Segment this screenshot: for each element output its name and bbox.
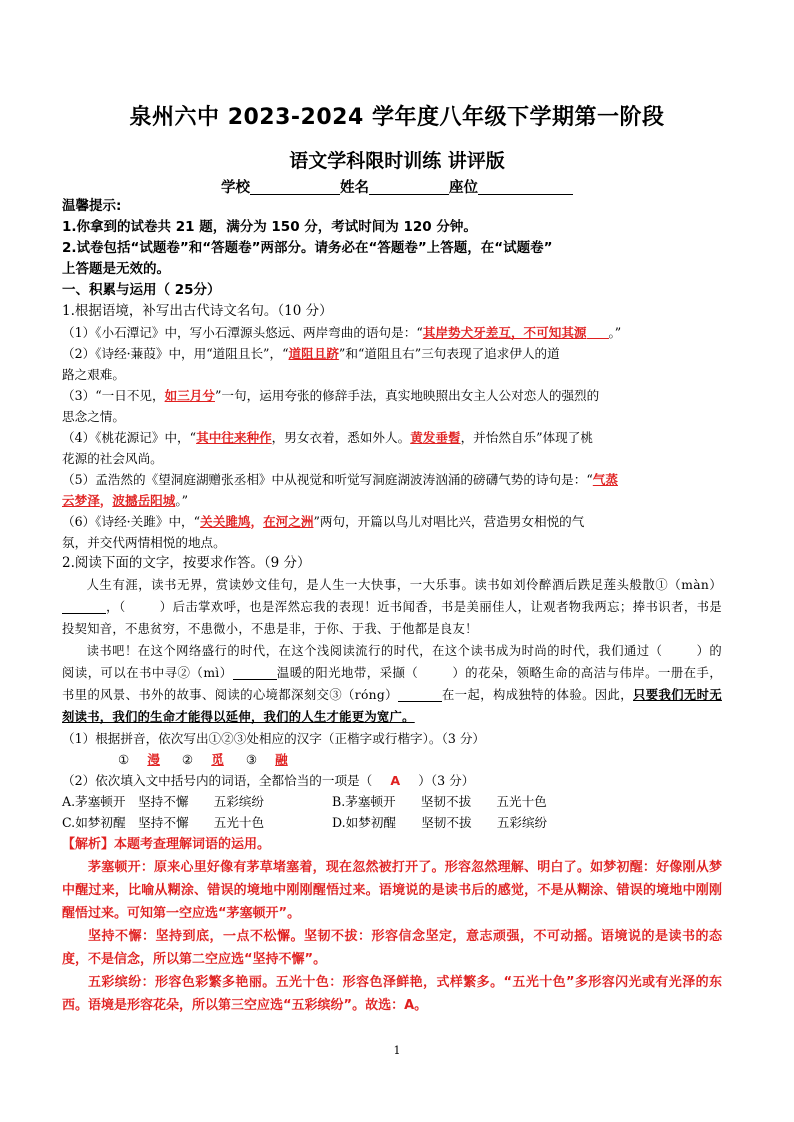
q1-item-6-answer-2: 在河之洲 bbox=[263, 514, 314, 529]
q1-item-6-answer-1: 关关雎鸠 bbox=[200, 514, 251, 529]
q1-item-3 bbox=[62, 385, 722, 427]
passage-2-text-d: ）的花朵，领略生命的高洁与伟岸。一册在手，书里的风景、书外的故事、阅读的心境都深刻交③（róng） bbox=[62, 666, 722, 702]
name-blank bbox=[369, 179, 449, 195]
q1-item-4-text: （4）《桃花源记》中，“ bbox=[62, 430, 197, 445]
q1-item-4-text-c: ，并怡然自乐”体现了桃 bbox=[460, 430, 593, 445]
q1-item-1-text: （1）《小石潭记》中，写小石潭源头悠远、两岸弯曲的语句是：“ bbox=[62, 325, 423, 340]
exam-subtitle: 语文学科限时训练 讲评版 bbox=[289, 150, 505, 172]
q2-sub-2-answer: A bbox=[390, 773, 401, 788]
passage-1-text-c: ）后击掌欢呼，也是浑然忘我的表现！近书闻香，书是美丽佳人，让观者物我两忘；捧书识者，书是投契知音，不患贫穷，不患微小，不患是非，于你、于我、于他都是良友！ bbox=[62, 600, 723, 636]
q1-item-5-answer-1b: 云梦泽 bbox=[62, 493, 100, 508]
passage-2-text-c: 温暖的阳光地带，采撷（ bbox=[276, 666, 419, 680]
q1-item-4 bbox=[62, 427, 722, 469]
school-blank bbox=[250, 179, 340, 195]
passage-2-text-e: 在一起，构成独特的体验。因此， bbox=[441, 688, 633, 702]
page-number: 1 bbox=[393, 1044, 401, 1057]
answer-num-3: ③ bbox=[245, 752, 258, 767]
q2-options bbox=[62, 791, 722, 833]
q1-item-6-text: （6）《诗经·关雎》中，“ bbox=[62, 514, 201, 529]
answer-num-1: ① bbox=[118, 752, 130, 767]
passage-paragraph-2 bbox=[62, 640, 722, 728]
analysis-intro bbox=[62, 833, 722, 856]
exam-title: 泉州六中 2023-2024 学年度八年级下学期第一阶段 bbox=[129, 105, 665, 130]
seat-blank bbox=[478, 179, 573, 195]
q1-item-3-text-c: 思念之情。 bbox=[62, 409, 125, 424]
answer-char-2: 觅 bbox=[211, 752, 224, 767]
q1-item-3-text-b: ”一句，运用夸张的修辞手法，真实地映照出女主人公对恋人的强烈的 bbox=[214, 388, 600, 403]
passage-2-text-a: 读书吧！在这个网络盛行的时代，在这个浅阅读流行的时代，在这个读书成为时尚的时代，我们通过（ bbox=[86, 644, 663, 658]
passage-bold-sentence: 只要我们无时无刻读书，我们的生命才能得以延伸，我们的人生才能更为宽广。 bbox=[62, 688, 722, 724]
option-a: A.茅塞顿开 坚持不懈 五彩缤纷 bbox=[62, 794, 265, 809]
q1-item-4-answer-1: 其中往来种作 bbox=[196, 430, 272, 445]
answer-num-2: ② bbox=[181, 752, 194, 767]
q1-item-2-answer: 道阻且跻 bbox=[288, 346, 339, 361]
q1-item-5-answer-1a: 气蒸 bbox=[592, 472, 618, 487]
q1-item-2 bbox=[62, 343, 722, 385]
q1-item-1-end: 。” bbox=[608, 325, 622, 340]
question-2-stem: 2.阅读下面的文字，按要求作答。（9 分） bbox=[62, 555, 311, 571]
q1-item-4-text-d: 花源的社会风尚。 bbox=[62, 451, 163, 466]
passage-2-text-b: ）的阅读，可以在书中寻②（mì） bbox=[62, 644, 722, 680]
q1-item-2-text-c: 路之艰难。 bbox=[62, 367, 125, 382]
tips-line-3: 上答题是无效的。 bbox=[62, 261, 170, 277]
option-d: D.如梦初醒 坚韧不拔 五彩缤纷 bbox=[332, 815, 548, 830]
tips-line-2: 2.试卷包括“试题卷”和“答题卷”两部分。请务必在“答题卷”上答题，在“试题卷” bbox=[62, 240, 553, 256]
q1-item-3-answer: 如三月兮 bbox=[164, 388, 215, 403]
q1-item-6-separator: ， bbox=[250, 514, 264, 529]
school-label: 学校 bbox=[221, 180, 250, 196]
analysis-paragraph-1: 茅塞顿开：原来心里好像有茅草堵塞着，现在忽然被打开了。形容忽然理解、明白了。如梦初醒：好像刚从梦中醒过来，比喻从糊涂、错误的境地中刚刚醒悟过来。语境说的是读书后的感觉，不是从糊涂、错误的境地中刚刚醒悟过来。可知第一空应选“茅塞顿开”。 bbox=[62, 860, 722, 921]
answer-underline bbox=[587, 325, 609, 339]
q1-item-4-answer-2: 黄发垂髫 bbox=[410, 430, 461, 445]
tips-heading: 温馨提示: bbox=[62, 198, 122, 214]
document-body bbox=[62, 196, 722, 1017]
passage-paragraph-1 bbox=[62, 574, 722, 640]
q1-item-1-answer: 其岸势犬牙差互，不可知其源 bbox=[422, 325, 587, 340]
q1-item-2-text-b: ”和“道阻且右”三句表现了追求伊人的道 bbox=[338, 346, 560, 361]
seat-label: 座位 bbox=[449, 180, 478, 196]
option-c: C.如梦初醒 坚持不懈 五光十色 bbox=[62, 815, 265, 830]
q2-sub-1: （1）根据拼音，依次写出①②③处相应的汉字（正楷字或行楷字）。（3 分） bbox=[62, 731, 486, 746]
name-label: 姓名 bbox=[340, 180, 369, 196]
q1-item-5-answer-2: 波撼岳阳城 bbox=[112, 493, 176, 508]
q2-sub-2-text: （2）依次填入文中括号内的词语，全都恰当的一项是（ bbox=[62, 773, 373, 788]
question-1-stem: 1.根据语境，补写出古代诗文名句。（10 分） bbox=[62, 303, 333, 319]
blank-2 bbox=[233, 665, 277, 680]
analysis-tag: 【解析】 bbox=[62, 837, 115, 852]
passage-1-text-a: 人生有涯，读书无界，赏读妙文佳句，是人生一大快事，一大乐事。读书如刘伶醉酒后跌足莲头般散①（màn） bbox=[86, 578, 722, 592]
passage-1-text-b: ，（ bbox=[106, 600, 126, 614]
analysis-intro-text: 本题考查理解词语的运用。 bbox=[114, 837, 271, 852]
q1-item-5-text: （5）孟浩然的《望洞庭湖赠张丞相》中从视觉和听觉写洞庭湖波涛汹涌的磅礴气势的诗句是：“ bbox=[62, 472, 593, 487]
q2-sub-2 bbox=[62, 770, 722, 791]
answer-char-1: 漫 bbox=[147, 752, 160, 767]
q2-sub-1-answers bbox=[62, 749, 722, 770]
q1-item-5-end: 。” bbox=[175, 493, 189, 508]
q1-item-5-separator: ， bbox=[99, 493, 113, 508]
q1-item-6 bbox=[62, 511, 722, 553]
q2-sub-2-score: ）（3 分） bbox=[418, 773, 475, 788]
section-1-heading: 一、积累与运用（ 25分） bbox=[62, 282, 221, 298]
q1-item-3-text: （3）“一日不见， bbox=[62, 388, 165, 403]
q1-item-6-text-c: 氛，并交代两情相悦的地点。 bbox=[62, 535, 226, 550]
analysis-paragraph-3: 五彩缤纷：形容色彩繁多艳丽。五光十色：形容色泽鲜艳，式样繁多。“五光十色”多形容闪光或有光泽的东西。语境是形容花朵，所以第三空应选“五彩缤纷”。故选：A。 bbox=[62, 975, 722, 1013]
q1-item-1 bbox=[62, 322, 722, 343]
q1-item-6-text-b: ”两句，开篇以鸟儿对唱比兴，营造男女相悦的气 bbox=[313, 514, 585, 529]
q1-item-4-text-b: ，男女衣着，悉如外人。 bbox=[271, 430, 411, 445]
analysis-paragraph-2: 坚持不懈：坚持到底，一点不松懈。坚韧不拔：形容信念坚定，意志顽强，不可动摇。语境说的是读书的态度，不是信念，所以第二空应选“坚持不懈”。 bbox=[62, 929, 722, 967]
tips-line-1: 1.你拿到的试卷共 21 题，满分为 150 分，考试时间为 120 分钟。 bbox=[62, 219, 477, 235]
option-b: B.茅塞顿开 坚韧不拔 五光十色 bbox=[332, 794, 547, 809]
blank-3 bbox=[398, 687, 442, 702]
student-info-line bbox=[0, 176, 794, 197]
q1-item-5 bbox=[62, 469, 722, 511]
q1-item-2-text: （2）《诗经·蒹葭》中，用“道阻且长”，“ bbox=[62, 346, 289, 361]
blank-1 bbox=[62, 599, 106, 614]
answer-char-3: 融 bbox=[275, 752, 288, 767]
